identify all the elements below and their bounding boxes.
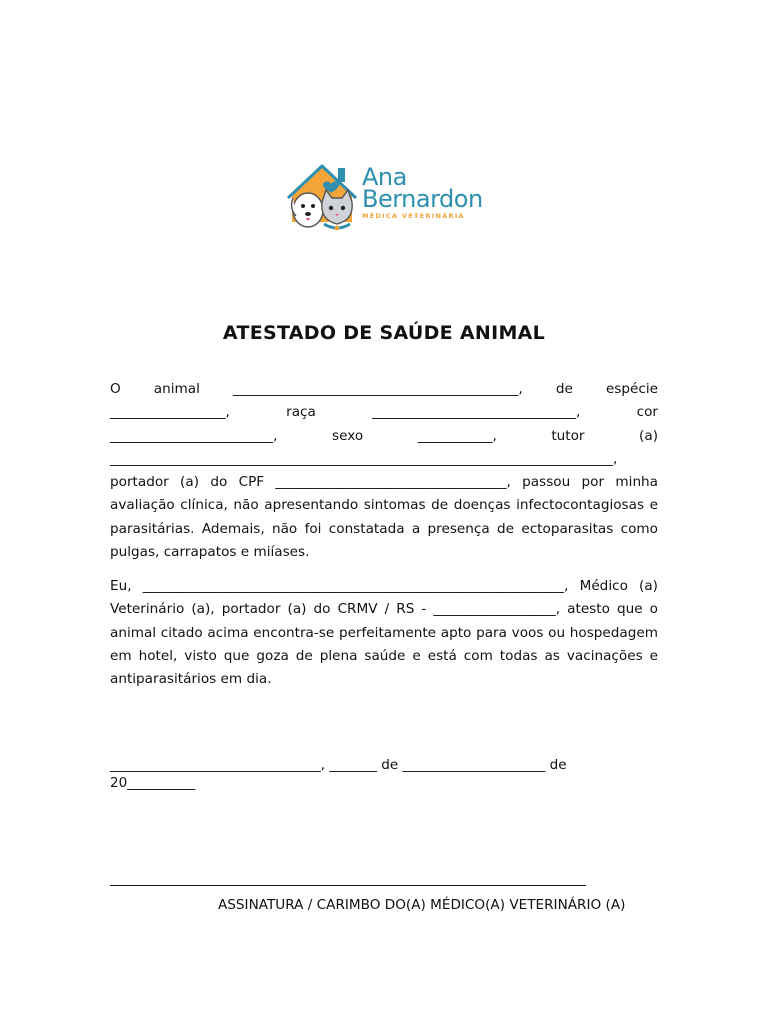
paragraph-vet-declaration: Eu, ______________________________________________________________, Médico (a) Veterinário (a), portador (a) do CRMV / RS - __________________, atesto que o animal citado acima encontra-se perfeitamente apto para voos ou hospedagem em hotel, visto que goza de plena saúde e está com todas as vacinações e antiparasitários em dia. xyxy=(110,578,658,688)
logo-name-line2: Bernardon xyxy=(362,185,483,213)
date-field xyxy=(110,756,658,792)
logo-name-line1: Ana xyxy=(362,163,407,191)
house-with-dog-and-cat-icon xyxy=(284,162,360,238)
logo-subtitle: MÉDICA VETERINÁRIA xyxy=(362,212,465,220)
paragraph-animal-details: O animal __________________________________________, de espécie _________________, raça ______________________________, cor ________________________, sexo ___________, tutor (a) __________________________________________________________________________, portador (a) do CPF __________________________________, passou por minha avaliação clínica, não apresentando sintomas de doenças infectocontagiosas e parasitárias. Ademais, não foi constatada a presença de ectoparasitas como pulgas, carrapatos e miíases. xyxy=(110,381,658,561)
signature-label: ASSINATURA / CARIMBO DO(A) MÉDICO(A) VETERINÁRIO (A) xyxy=(218,897,626,913)
date-line-2: 20__________ xyxy=(110,775,196,791)
document-title: ATESTADO DE SAÚDE ANIMAL xyxy=(222,322,546,344)
signature-line xyxy=(110,885,586,886)
logo xyxy=(284,162,494,242)
date-line-1: _______________________________, _______ de _____________________ de xyxy=(110,757,567,773)
logo-text xyxy=(362,163,483,220)
